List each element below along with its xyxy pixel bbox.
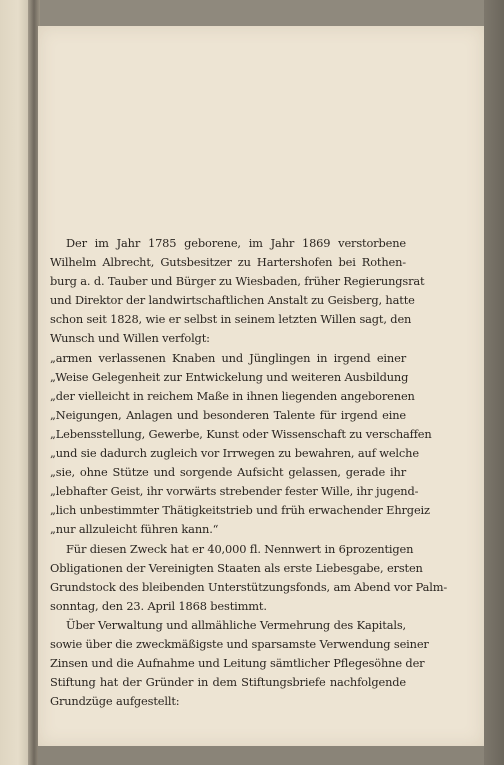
- text-line: „Neigungen, Anlagen und besonderen Talente für irgend eine: [50, 407, 406, 422]
- text-line: schon seit 1828, wie er selbst in seinem letzten Willen sagt, den: [50, 312, 412, 327]
- text-line: „nur allzuleicht führen kann.“: [50, 522, 219, 537]
- text-line: „lebhafter Geist, ihr vorwärts strebender fester Wille, ihr jugend-: [50, 484, 419, 499]
- text-line: Für diesen Zweck hat er 40,000 fl. Nennwert in 6prozentigen: [66, 541, 414, 556]
- text-line: „Weise Gelegenheit zur Entwickelung und weiteren Ausbildung: [50, 369, 409, 384]
- text-line: und Direktor der landwirtschaftlichen Anstalt zu Geisberg, hatte: [50, 293, 415, 308]
- text-line: Wunsch und Willen verfolgt:: [50, 331, 210, 346]
- text-line: burg a. d. Tauber und Bürger zu Wiesbaden, früher Regierungsrat: [50, 274, 425, 289]
- text-line: Zinsen und die Aufnahme und Leitung sämtlicher Pflegesöhne der: [50, 656, 425, 671]
- text-line: Stiftung hat der Gründer in dem Stiftungsbriefe nachfolgende: [50, 675, 406, 690]
- text-line: „sie, ohne Stütze und sorgende Aufsicht gelassen, gerade ihr: [50, 465, 406, 480]
- text-line: „Lebensstellung, Gewerbe, Kunst oder Wissenschaft zu verschaffen: [50, 426, 432, 441]
- bottom-scan-edge: [38, 746, 484, 765]
- text-line: Wilhelm Albrecht, Gutsbesitzer zu Hartershofen bei Rothen-: [50, 255, 406, 270]
- text-line: Über Verwaltung und allmähliche Vermehrung des Kapitals,: [66, 617, 406, 632]
- text-line: Grundzüge aufgestellt:: [50, 694, 180, 709]
- text-line: Grundstock des bleibenden Unterstützungsfonds, am Abend vor Palm-: [50, 579, 448, 594]
- page-body-text: [50, 234, 448, 711]
- text-line: Obligationen der Vereinigten Staaten als erste Liebesgabe, ersten: [50, 560, 423, 575]
- text-line: sowie über die zweckmäßigste und sparsamste Verwendung seiner: [50, 636, 429, 651]
- text-line: Der im Jahr 1785 geborene, im Jahr 1869 verstorbene: [66, 236, 406, 250]
- facing-page-edge: [0, 0, 30, 765]
- right-scan-edge: [484, 0, 504, 765]
- text-line: „lich unbestimmter Thätigkeitstrieb und früh erwachender Ehrgeiz: [50, 503, 430, 518]
- text-line: sonntag, den 23. April 1868 bestimmt.: [50, 598, 267, 613]
- text-line: „und sie dadurch zugleich vor Irrwegen zu bewahren, auf welche: [50, 446, 419, 461]
- text-line: „der vielleicht in reichem Maße in ihnen liegenden angeborenen: [50, 388, 415, 403]
- text-line: „armen verlassenen Knaben und Jünglingen in irgend einer: [50, 350, 406, 365]
